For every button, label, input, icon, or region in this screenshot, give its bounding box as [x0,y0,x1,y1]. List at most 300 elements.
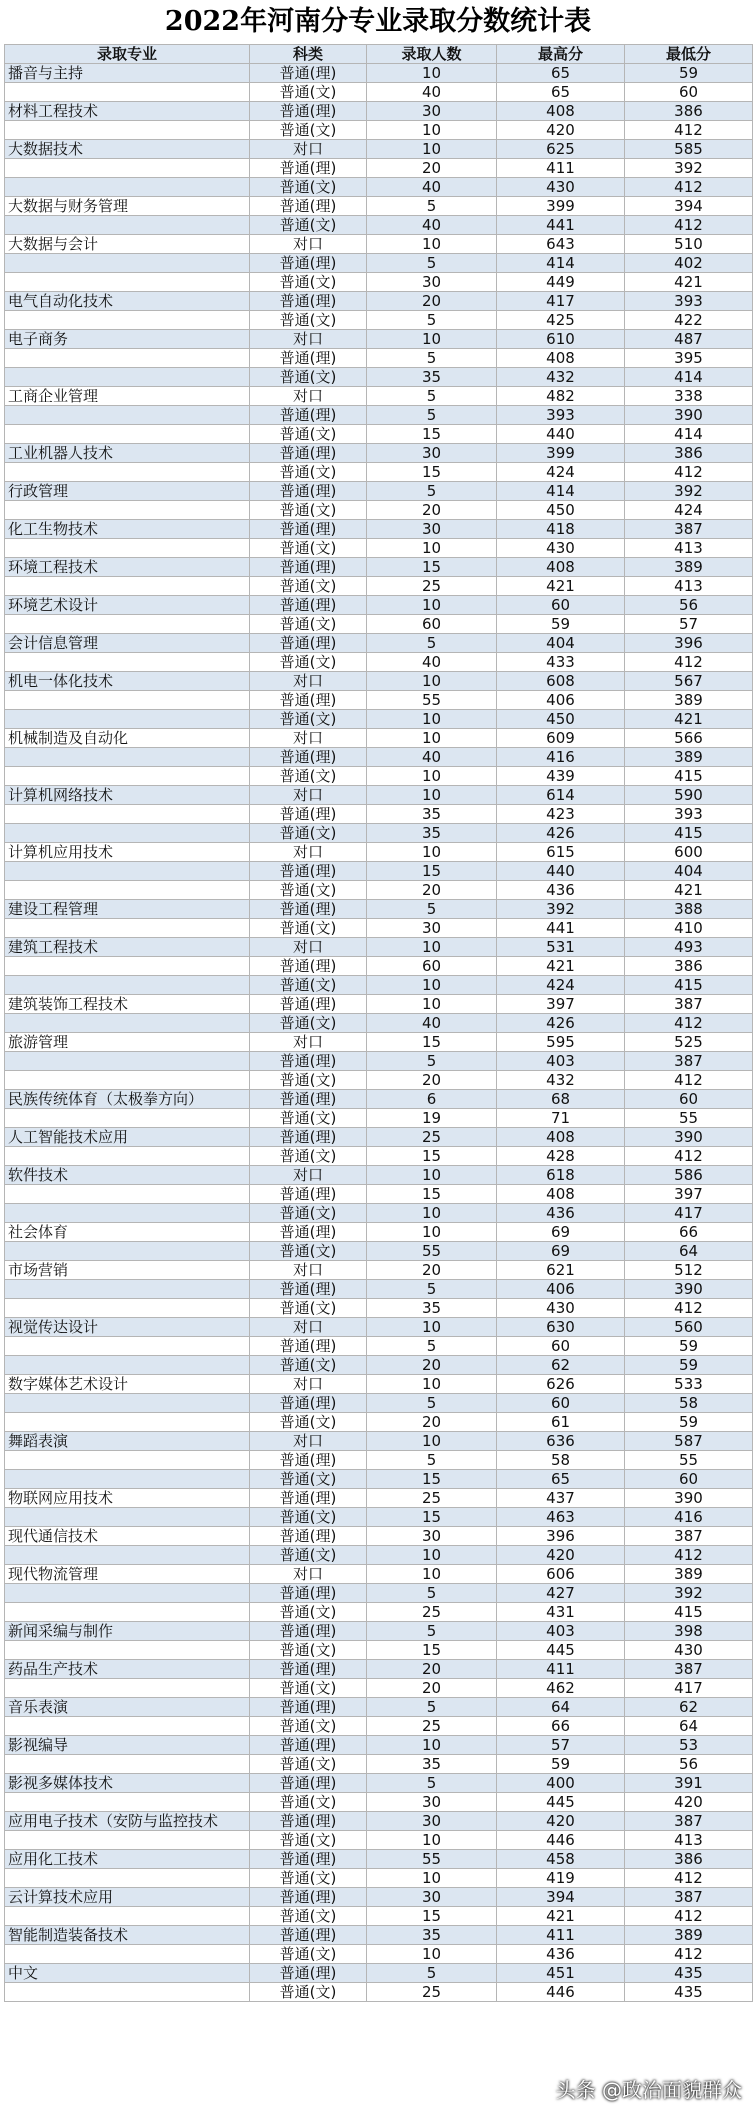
table-row [5,1736,753,1755]
cell-major [5,1356,250,1375]
cell-category: 普通(理) [250,1812,367,1831]
table-row [5,805,753,824]
cell-category: 普通(理) [250,520,367,539]
cell-max-score: 426 [497,1014,625,1033]
cell-min-score: 386 [625,444,753,463]
cell-major [5,1052,250,1071]
cell-enrolled: 5 [367,254,497,273]
cell-category: 普通(理) [250,64,367,83]
cell-max-score: 414 [497,482,625,501]
cell-enrolled: 10 [367,1204,497,1223]
table-row [5,1622,753,1641]
cell-category: 普通(文) [250,1945,367,1964]
cell-max-score: 397 [497,995,625,1014]
table-row [5,1603,753,1622]
cell-major [5,862,250,881]
cell-major [5,1451,250,1470]
cell-category: 普通(文) [250,1641,367,1660]
cell-category: 普通(文) [250,1869,367,1888]
cell-enrolled: 30 [367,520,497,539]
cell-min-score: 386 [625,102,753,121]
cell-category: 普通(文) [250,1109,367,1128]
table-row [5,1869,753,1888]
cell-enrolled: 5 [367,1280,497,1299]
cell-min-score: 512 [625,1261,753,1280]
cell-category: 普通(文) [250,368,367,387]
cell-min-score: 64 [625,1242,753,1261]
cell-category: 普通(理) [250,1489,367,1508]
cell-category: 普通(文) [250,615,367,634]
cell-min-score: 415 [625,1603,753,1622]
header-major: 录取专业 [5,45,250,64]
cell-major [5,1413,250,1432]
cell-major: 市场营销 [5,1261,250,1280]
cell-major [5,710,250,729]
cell-max-score: 595 [497,1033,625,1052]
cell-max-score: 59 [497,1755,625,1774]
cell-min-score: 388 [625,900,753,919]
cell-min-score: 58 [625,1394,753,1413]
cell-category: 普通(理) [250,691,367,710]
cell-min-score: 422 [625,311,753,330]
cell-major [5,368,250,387]
cell-category: 普通(文) [250,216,367,235]
cell-major [5,1983,250,2002]
cell-category: 普通(理) [250,1622,367,1641]
cell-major: 新闻采编与制作 [5,1622,250,1641]
cell-min-score: 386 [625,1850,753,1869]
cell-enrolled: 35 [367,1299,497,1318]
cell-enrolled: 5 [367,1698,497,1717]
header-row [5,45,753,64]
cell-enrolled: 25 [367,1603,497,1622]
cell-min-score: 421 [625,273,753,292]
cell-major [5,501,250,520]
cell-category: 普通(理) [250,1698,367,1717]
table-row [5,1432,753,1451]
cell-major [5,254,250,273]
table-row [5,1337,753,1356]
table-row [5,1470,753,1489]
cell-max-score: 424 [497,976,625,995]
cell-min-score: 387 [625,995,753,1014]
table-row [5,843,753,862]
cell-enrolled: 35 [367,824,497,843]
header-max-score: 最高分 [497,45,625,64]
cell-min-score: 56 [625,596,753,615]
table-row [5,976,753,995]
table-row [5,1641,753,1660]
cell-category: 普通(理) [250,957,367,976]
cell-max-score: 608 [497,672,625,691]
cell-enrolled: 40 [367,748,497,767]
table-row [5,1280,753,1299]
cell-category: 普通(理) [250,349,367,368]
cell-enrolled: 10 [367,1831,497,1850]
cell-category: 普通(文) [250,121,367,140]
table-row [5,881,753,900]
cell-max-score: 416 [497,748,625,767]
cell-enrolled: 10 [367,1869,497,1888]
table-row [5,140,753,159]
table-row [5,1071,753,1090]
cell-max-score: 64 [497,1698,625,1717]
table-row [5,1261,753,1280]
cell-category: 普通(文) [250,1831,367,1850]
cell-category: 普通(文) [250,1546,367,1565]
cell-min-score: 430 [625,1641,753,1660]
cell-major [5,1337,250,1356]
cell-category: 普通(文) [250,1755,367,1774]
cell-min-score: 416 [625,1508,753,1527]
cell-min-score: 389 [625,558,753,577]
cell-major: 大数据与财务管理 [5,197,250,216]
cell-max-score: 625 [497,140,625,159]
table-row [5,957,753,976]
header-category: 科类 [250,45,367,64]
cell-min-score: 567 [625,672,753,691]
cell-min-score: 397 [625,1185,753,1204]
cell-major: 大数据与会计 [5,235,250,254]
cell-enrolled: 15 [367,1508,497,1527]
cell-max-score: 430 [497,539,625,558]
cell-major: 社会体育 [5,1223,250,1242]
cell-major [5,748,250,767]
cell-enrolled: 5 [367,311,497,330]
cell-category: 普通(文) [250,463,367,482]
cell-min-score: 412 [625,1907,753,1926]
cell-enrolled: 15 [367,1641,497,1660]
cell-max-score: 430 [497,1299,625,1318]
cell-enrolled: 30 [367,919,497,938]
cell-max-score: 66 [497,1717,625,1736]
cell-max-score: 643 [497,235,625,254]
cell-max-score: 71 [497,1109,625,1128]
cell-major [5,178,250,197]
table-row [5,216,753,235]
page-title: 2022年河南分专业录取分数统计表 [164,6,592,37]
cell-major: 大数据技术 [5,140,250,159]
table-row [5,1185,753,1204]
cell-enrolled: 15 [367,1907,497,1926]
cell-enrolled: 20 [367,1660,497,1679]
watermark-text: 头条 @政治面貌群众 [555,2078,742,2102]
cell-major [5,1242,250,1261]
table-row [5,1014,753,1033]
cell-major [5,1717,250,1736]
cell-category: 普通(文) [250,1717,367,1736]
table-row [5,672,753,691]
cell-max-score: 426 [497,824,625,843]
cell-enrolled: 15 [367,1185,497,1204]
cell-major: 旅游管理 [5,1033,250,1052]
cell-enrolled: 5 [367,1337,497,1356]
cell-min-score: 404 [625,862,753,881]
cell-max-score: 61 [497,1413,625,1432]
cell-major [5,1603,250,1622]
cell-category: 普通(文) [250,824,367,843]
cell-enrolled: 15 [367,1470,497,1489]
cell-min-score: 415 [625,976,753,995]
cell-min-score: 392 [625,482,753,501]
cell-min-score: 412 [625,178,753,197]
cell-category: 对口 [250,843,367,862]
cell-major [5,881,250,900]
cell-major [5,1831,250,1850]
cell-major [5,406,250,425]
table-row [5,349,753,368]
cell-major [5,463,250,482]
cell-major: 机电一体化技术 [5,672,250,691]
cell-max-score: 431 [497,1603,625,1622]
cell-category: 普通(理) [250,159,367,178]
cell-category: 对口 [250,387,367,406]
table-row [5,1907,753,1926]
table-row [5,1508,753,1527]
cell-category: 普通(文) [250,710,367,729]
cell-category: 普通(理) [250,1774,367,1793]
cell-min-score: 393 [625,805,753,824]
cell-min-score: 585 [625,140,753,159]
cell-category: 普通(理) [250,444,367,463]
cell-enrolled: 10 [367,596,497,615]
cell-major: 计算机网络技术 [5,786,250,805]
cell-max-score: 69 [497,1223,625,1242]
cell-max-score: 614 [497,786,625,805]
cell-category: 普通(文) [250,539,367,558]
cell-enrolled: 19 [367,1109,497,1128]
table-row [5,767,753,786]
cell-category: 普通(文) [250,577,367,596]
cell-major: 音乐表演 [5,1698,250,1717]
cell-min-score: 55 [625,1451,753,1470]
cell-major [5,1147,250,1166]
table-row [5,1413,753,1432]
cell-category: 普通(文) [250,1508,367,1527]
table-row [5,1204,753,1223]
cell-min-score: 60 [625,83,753,102]
cell-enrolled: 5 [367,1394,497,1413]
cell-category: 普通(文) [250,1793,367,1812]
cell-major: 中文 [5,1964,250,1983]
cell-max-score: 440 [497,425,625,444]
table-row [5,1888,753,1907]
cell-min-score: 387 [625,1527,753,1546]
cell-category: 普通(文) [250,1679,367,1698]
cell-category: 普通(文) [250,881,367,900]
cell-enrolled: 10 [367,1375,497,1394]
cell-max-score: 428 [497,1147,625,1166]
cell-enrolled: 30 [367,444,497,463]
cell-major [5,1204,250,1223]
table-row [5,691,753,710]
cell-category: 对口 [250,330,367,349]
cell-enrolled: 10 [367,1736,497,1755]
cell-max-score: 433 [497,653,625,672]
cell-category: 普通(理) [250,558,367,577]
cell-max-score: 399 [497,444,625,463]
cell-max-score: 423 [497,805,625,824]
cell-enrolled: 5 [367,634,497,653]
cell-max-score: 463 [497,1508,625,1527]
cell-category: 对口 [250,140,367,159]
cell-major [5,1546,250,1565]
table-row [5,1033,753,1052]
table-row [5,235,753,254]
cell-category: 普通(理) [250,1185,367,1204]
cell-major: 播音与主持 [5,64,250,83]
cell-max-score: 458 [497,1850,625,1869]
cell-min-score: 396 [625,634,753,653]
cell-min-score: 412 [625,1299,753,1318]
cell-major [5,1185,250,1204]
cell-enrolled: 20 [367,501,497,520]
cell-max-score: 636 [497,1432,625,1451]
cell-enrolled: 40 [367,216,497,235]
table-row [5,1242,753,1261]
cell-enrolled: 10 [367,710,497,729]
cell-min-score: 392 [625,159,753,178]
cell-max-score: 482 [497,387,625,406]
cell-max-score: 419 [497,1869,625,1888]
cell-max-score: 425 [497,311,625,330]
table-row [5,1831,753,1850]
cell-max-score: 630 [497,1318,625,1337]
cell-major [5,1945,250,1964]
cell-min-score: 412 [625,1071,753,1090]
cell-max-score: 446 [497,1831,625,1850]
cell-max-score: 408 [497,102,625,121]
cell-enrolled: 40 [367,178,497,197]
cell-major [5,1299,250,1318]
cell-max-score: 62 [497,1356,625,1375]
cell-max-score: 65 [497,64,625,83]
cell-major [5,1014,250,1033]
cell-enrolled: 10 [367,767,497,786]
cell-min-score: 493 [625,938,753,957]
cell-min-score: 386 [625,957,753,976]
cell-min-score: 412 [625,463,753,482]
cell-max-score: 417 [497,292,625,311]
table-row [5,159,753,178]
table-row [5,1147,753,1166]
table-row [5,1660,753,1679]
cell-enrolled: 10 [367,1166,497,1185]
cell-enrolled: 5 [367,1052,497,1071]
cell-max-score: 621 [497,1261,625,1280]
cell-enrolled: 10 [367,995,497,1014]
cell-category: 普通(文) [250,178,367,197]
cell-category: 普通(文) [250,767,367,786]
cell-category: 普通(文) [250,1413,367,1432]
cell-enrolled: 5 [367,349,497,368]
table-row [5,482,753,501]
cell-major: 电气自动化技术 [5,292,250,311]
table-row [5,729,753,748]
cell-enrolled: 15 [367,425,497,444]
cell-major: 会计信息管理 [5,634,250,653]
cell-major: 环境工程技术 [5,558,250,577]
table-row [5,501,753,520]
cell-major: 数字媒体艺术设计 [5,1375,250,1394]
table-row [5,1755,753,1774]
cell-major [5,1394,250,1413]
cell-enrolled: 10 [367,1945,497,1964]
cell-max-score: 399 [497,197,625,216]
cell-min-score: 414 [625,425,753,444]
cell-min-score: 413 [625,577,753,596]
cell-enrolled: 20 [367,1679,497,1698]
cell-enrolled: 55 [367,1850,497,1869]
table-row [5,1945,753,1964]
cell-major [5,539,250,558]
cell-category: 普通(理) [250,1223,367,1242]
cell-enrolled: 15 [367,558,497,577]
cell-enrolled: 15 [367,1147,497,1166]
cell-major [5,1869,250,1888]
cell-enrolled: 20 [367,1413,497,1432]
cell-max-score: 59 [497,615,625,634]
table-row [5,387,753,406]
cell-category: 对口 [250,1375,367,1394]
cell-enrolled: 30 [367,102,497,121]
table-row [5,1584,753,1603]
cell-max-score: 60 [497,1394,625,1413]
cell-max-score: 408 [497,558,625,577]
table-row [5,710,753,729]
cell-enrolled: 5 [367,1774,497,1793]
cell-max-score: 57 [497,1736,625,1755]
cell-max-score: 411 [497,159,625,178]
table-row [5,900,753,919]
cell-enrolled: 25 [367,1983,497,2002]
cell-max-score: 450 [497,501,625,520]
admission-score-table [4,44,753,2002]
cell-enrolled: 5 [367,1584,497,1603]
cell-category: 普通(理) [250,1736,367,1755]
cell-category: 普通(文) [250,1147,367,1166]
cell-min-score: 387 [625,520,753,539]
table-row [5,539,753,558]
cell-major [5,216,250,235]
cell-category: 普通(理) [250,1090,367,1109]
cell-min-score: 59 [625,1413,753,1432]
cell-min-score: 389 [625,748,753,767]
cell-enrolled: 20 [367,292,497,311]
cell-min-score: 394 [625,197,753,216]
cell-major [5,1071,250,1090]
cell-major [5,1793,250,1812]
cell-max-score: 406 [497,1280,625,1299]
cell-max-score: 60 [497,1337,625,1356]
cell-major [5,957,250,976]
table-row [5,653,753,672]
table-row [5,273,753,292]
cell-enrolled: 30 [367,273,497,292]
cell-min-score: 412 [625,121,753,140]
cell-category: 对口 [250,1565,367,1584]
cell-major [5,824,250,843]
cell-min-score: 59 [625,1337,753,1356]
cell-major: 视觉传达设计 [5,1318,250,1337]
cell-enrolled: 25 [367,1717,497,1736]
table-row [5,1774,753,1793]
table-row [5,634,753,653]
cell-enrolled: 25 [367,1128,497,1147]
table-row [5,1090,753,1109]
cell-min-score: 590 [625,786,753,805]
cell-enrolled: 10 [367,729,497,748]
